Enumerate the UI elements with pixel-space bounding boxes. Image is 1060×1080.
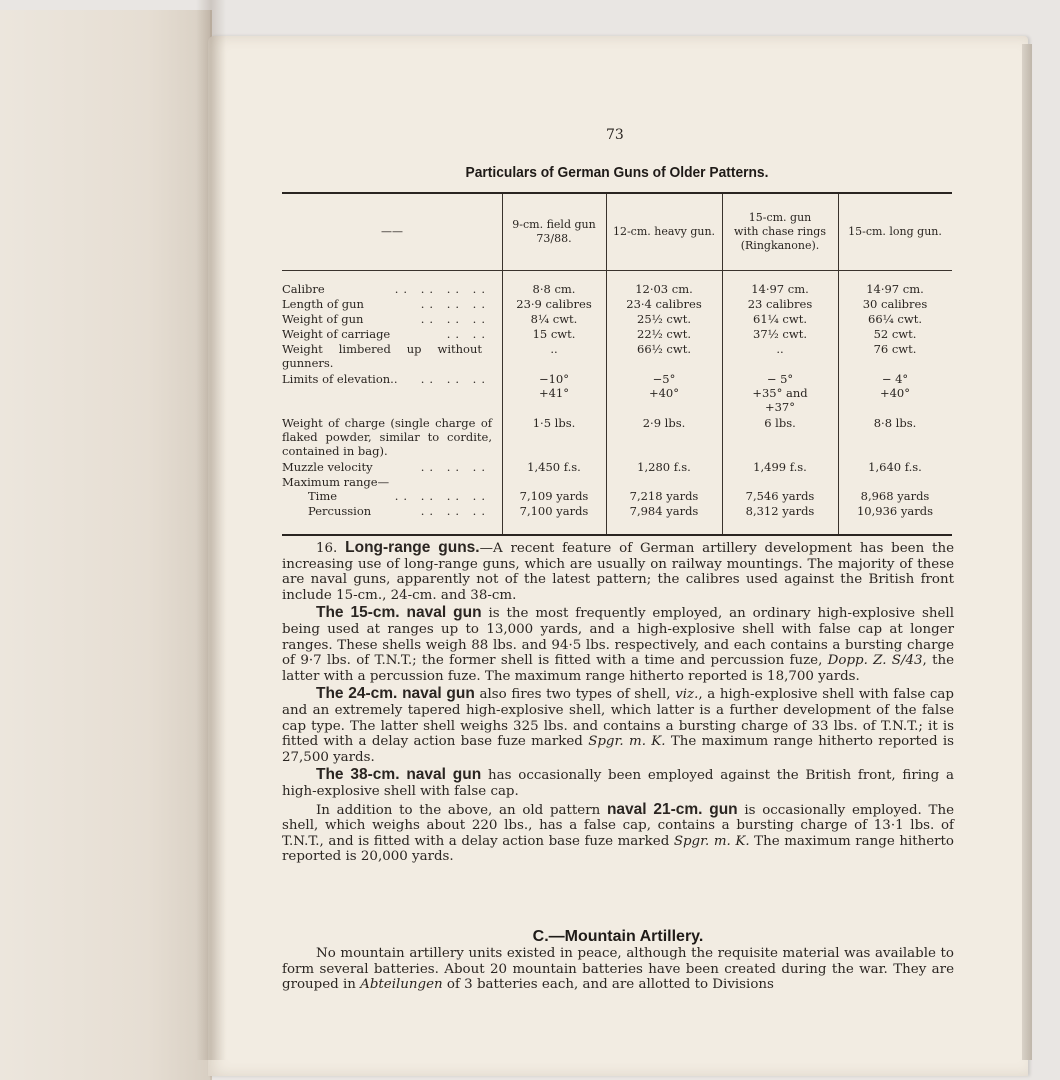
- paragraph-21cm-gun: [282, 802, 954, 865]
- cell: 37½ cwt.: [753, 327, 807, 341]
- leader-dots: .. .. ..: [420, 504, 490, 518]
- cell: 8,312 yards: [745, 504, 815, 518]
- cell: −10° +41°: [538, 372, 570, 400]
- heading-24cm-naval-gun: The 24-cm. naval gun: [316, 685, 475, 703]
- header-9cm-field-gun: 9-cm. field gun 73/88.: [512, 218, 596, 245]
- header-12cm-heavy-gun: 12-cm. heavy gun.: [612, 225, 716, 238]
- row-label: Calibre: [282, 282, 325, 296]
- cell: 23·4 calibres: [626, 297, 702, 311]
- heading-15cm-naval-gun: The 15-cm. naval gun: [316, 604, 482, 622]
- leader-dots: .. .. ..: [420, 297, 490, 311]
- row-label: Limits of elevation..: [282, 372, 398, 386]
- leader-dots: .. ..: [446, 327, 490, 341]
- paragraph-text: , a high-explosive shell with false cap and an extremely tapered high-explosive shell, which latter is a further development of the false cap type. The latter shell weighs 325 lbs. and contains a bursting charge of 33 lbs. of T.N.T.; it is fitted with a delay action base fuze marked: [282, 687, 954, 750]
- viz-abbrev: viz.: [675, 687, 699, 703]
- section-title-mountain-artillery: C.—Mountain Artillery.: [532, 928, 704, 945]
- paragraph-15cm-gun: [282, 605, 954, 684]
- heading-38cm-naval-gun: The 38-cm. naval gun: [316, 766, 482, 784]
- left-page: [0, 10, 212, 1080]
- cell: − 5° +35° and +37°: [752, 372, 808, 414]
- paragraph-text: The maximum range hitherto reported is 20,000 yards.: [282, 833, 954, 865]
- cell: 7,984 yards: [629, 504, 699, 518]
- cell: 6 lbs.: [764, 416, 796, 430]
- cell: 1·5 lbs.: [532, 416, 576, 430]
- header-15cm-ringkanone: 15-cm. gun with chase rings (Ringkanone).: [734, 211, 826, 252]
- cell: 7,109 yards: [519, 489, 589, 503]
- paragraph-text: No mountain artillery units existed in peace, although the requisite material was available to form several batteries. About 20 mountain batteries have been created during the war. They are grouped in: [282, 946, 954, 993]
- cell: 66½ cwt.: [637, 342, 691, 356]
- cell: 12·03 cm.: [635, 282, 693, 296]
- fuze-name: Spgr. m. K.: [588, 734, 666, 750]
- cell: 22½ cwt.: [637, 327, 691, 341]
- cell: −5° +40°: [648, 372, 680, 400]
- row-label: Time: [308, 489, 338, 503]
- leader-dots: .. .. ..: [420, 372, 490, 386]
- leader-dots: .. .. ..: [420, 312, 490, 326]
- paragraph-text: of 3 batteries each, and are allotted to Divisions: [442, 977, 774, 993]
- cell: 23·9 calibres: [516, 297, 592, 311]
- abteilungen-term: Abteilungen: [360, 977, 443, 993]
- cell: 15 cwt.: [532, 327, 576, 341]
- row-label: Weight of charge (single charge of flaked powder, similar to cordite, contained in bag).: [282, 416, 492, 458]
- heading-long-range-guns: Long-range guns.: [345, 539, 480, 556]
- fuze-name: Dopp. Z. S/43: [827, 653, 923, 669]
- cell: 30 calibres: [862, 297, 928, 311]
- cell: 25½ cwt.: [637, 312, 691, 326]
- cell: 1,640 f.s.: [868, 460, 922, 474]
- cell: 1,450 f.s.: [527, 460, 581, 474]
- cell: − 4° +40°: [879, 372, 911, 400]
- heading-21cm-naval-gun: naval 21-cm. gun: [606, 800, 738, 818]
- cell: ..: [776, 342, 784, 356]
- cell: 7,218 yards: [629, 489, 699, 503]
- paragraph-text: has occasionally been employed against the British front, firing a high-explosive shell with false cap.: [282, 768, 954, 799]
- cell: 1,499 f.s.: [753, 460, 807, 474]
- paragraph-text: also fires two types of shell,: [474, 687, 676, 703]
- header-corner: ——: [381, 225, 403, 238]
- paragraph-text: , the latter with a percussion fuze. The maximum range hitherto reported is 18,700 yards.: [282, 653, 955, 684]
- cell: 8¼ cwt.: [530, 312, 578, 326]
- cell: 8·8 lbs.: [873, 416, 917, 430]
- leader-dots: .. .. .. ..: [394, 282, 490, 296]
- cell: 7,100 yards: [519, 504, 589, 518]
- row-label: Weight of carriage: [282, 327, 391, 341]
- row-label: Muzzle velocity: [282, 460, 373, 474]
- cell: 23 calibres: [747, 297, 813, 311]
- paragraph-text: is the most frequently employed, an ordinary high-explosive shell being used at ranges up to 13,000 yards, and a high-explosive shell with false cap at longer ranges. These shells weigh 88 lbs. and 94·5 lbs. respectively, and each contains a bursting charge of 9·7 lbs. of T.N.T.; the former shell is fitted with a time and percussion fuze,: [282, 606, 954, 669]
- paragraph-38cm-gun: [282, 767, 954, 799]
- cell: 1,280 f.s.: [637, 460, 691, 474]
- cell: 61¼ cwt.: [753, 312, 807, 326]
- cell: 76 cwt.: [873, 342, 917, 356]
- leader-dots: .. .. .. ..: [394, 489, 490, 503]
- cell: 52 cwt.: [873, 327, 917, 341]
- paragraph-24cm-gun: [282, 686, 954, 765]
- paragraph-16: [282, 540, 954, 603]
- body-text: [282, 540, 954, 867]
- row-label: Weight of gun: [282, 312, 364, 326]
- paragraph-text: In addition to the above, an old pattern: [316, 802, 607, 818]
- paragraph-text: The maximum range hitherto reported is 27,500 yards.: [282, 734, 954, 765]
- row-label: Percussion: [308, 504, 372, 518]
- book-gutter: [196, 0, 226, 1060]
- paragraph-mountain-artillery: [282, 946, 954, 993]
- page-number: 73: [606, 127, 624, 143]
- leader-dots: .. .. ..: [420, 460, 490, 474]
- paragraph-text: —A recent feature of German artillery development has been the increasing use of long-range guns, which are usually on railway mountings. The majority of these are naval guns, apparently not of the latest pattern; the calibres used against the British front include 15-cm., 24-cm. and 38-cm.: [282, 541, 954, 603]
- fuze-name: Spgr. m. K.: [673, 833, 750, 849]
- cell: 8·8 cm.: [532, 282, 576, 296]
- header-15cm-long-gun: 15-cm. long gun.: [848, 225, 942, 238]
- guns-table: [282, 192, 952, 536]
- paragraph-text: is occasionally employed. The shell, which weighs about 220 lbs., has a false cap, contains a bursting charge of 13·1 lbs. of T.N.T., and is fitted with a delay action base fuze marked: [282, 802, 954, 849]
- cell: 14·97 cm.: [751, 282, 809, 296]
- cell: 7,546 yards: [745, 489, 815, 503]
- paragraph-number: 16.: [316, 541, 338, 556]
- row-label: Weight limbered up without gunners.: [282, 342, 482, 370]
- cell: 66¼ cwt.: [868, 312, 922, 326]
- table-title: Particulars of German Guns of Older Patterns.: [465, 164, 769, 181]
- row-label: Length of gun: [282, 297, 364, 311]
- page-edge: [1022, 44, 1032, 1060]
- header-rule: [282, 270, 952, 271]
- cell: 14·97 cm.: [866, 282, 924, 296]
- cell: 2·9 lbs.: [642, 416, 686, 430]
- cell: 8,968 yards: [860, 489, 930, 503]
- cell: ..: [550, 342, 558, 356]
- row-label: Maximum range—: [282, 475, 390, 489]
- cell: 10,936 yards: [856, 504, 933, 518]
